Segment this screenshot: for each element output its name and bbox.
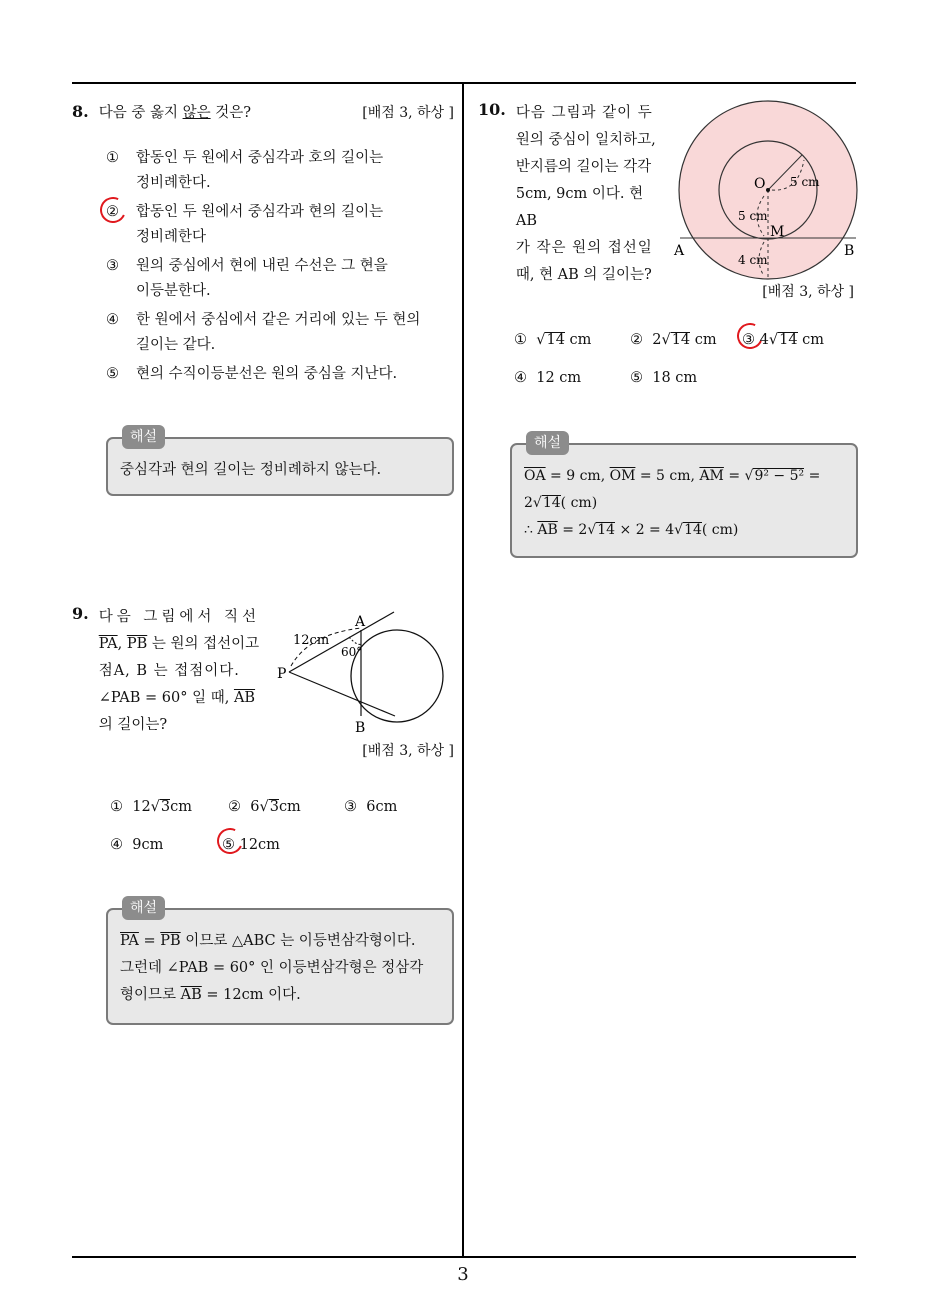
question-number: 8. [72,102,89,121]
choice-5[interactable]: ⑤ 12cm [222,832,280,858]
choice-1[interactable]: ① √14 cm [514,332,592,348]
center-point [766,188,770,192]
question-text: 다음 그림과 같이 두 원의 중심이 일치하고, 반지름의 길이는 각각 5cm, 9cm 이다. 현 AB 가 작은 원의 접선일 때, 현 AB 의 길이는? [515,105,656,283]
om-label: 5 cm [738,209,768,223]
figure-circle [351,630,443,722]
option-1[interactable]: ① 합동인 두 원에서 중심각과 호의 길이는 정비례한다. [106,150,384,191]
choice-3[interactable]: ③ 6cm [344,799,398,815]
point-o-label: O [754,176,766,192]
option-5[interactable]: ⑤ 현의 수직이등분선은 원의 중심을 지난다. [106,366,398,382]
tangent-figure [276,604,449,744]
length-label: 12cm [292,633,329,648]
choice-2[interactable]: ② 6√3cm [228,799,301,815]
choice-row-1 [110,794,454,820]
tangent-pb [289,672,395,716]
explanation-box: 해설 $\overline{PA} = \overline{PB}$ 이므로 △ABC 는 이등변삼각형이다. 그런데 ∠PAB = 60° 인 이등변삼각형은 정삼각 형이므로 $\overline{AB} = 12cm$ 이다. [106,908,454,1025]
top-rule [72,82,856,84]
question-9 [72,604,454,1025]
center-divider [462,82,464,1258]
option-4[interactable]: ④ 한 원에서 중심에서 같은 거리에 있는 두 현의 길이는 같다. [106,312,421,353]
question-number: 10. [478,100,506,119]
angle-label: 60° [340,645,362,659]
question-text: 다음 중 옳지 않은 것은? [98,105,251,121]
point-a-label: A [674,243,685,259]
score-label: [배점 3, 하상 ] [362,743,454,759]
choice-5[interactable]: ⑤ 18 cm [630,370,698,386]
question-10 [478,100,858,558]
choice-row-2 [110,832,454,858]
point-b-label: B [844,243,855,259]
point-m-label: M [770,224,785,240]
question-number: 9. [72,604,89,623]
option-list [72,146,454,387]
bottom-rule [72,1256,856,1258]
explanation-text: 중심각과 현의 길이는 정비례하지 않는다. [120,462,382,478]
explanation-box: 해설 $\overline{OA} = 9$ cm, $\overline{OM} = 5$ cm, $\overline{AM} = √9^2 - 5^2$ = 2√14( cm) ∴ $\overline{AB} = 2√14 \times 2 = 4√14$( cm) [510,443,858,558]
page-number: 3 [457,1264,469,1285]
point-a-label: A [354,614,365,630]
explanation-tag: 해설 [526,431,569,455]
explanation-box [106,429,454,496]
radius-label: 5 cm [790,175,820,189]
question-text: 다음 그림에서 직선 $\overline{PA}$, $\overline{PB}$ 는 원의 접선이고 점A, B 는 접점이다. ∠PAB = 60° 일 때, $\overline{AB}$ 의 길이는? [98,609,260,733]
point-b-label: B [354,720,365,736]
concentric-circles-figure [672,88,858,284]
choice-row-1 [514,327,858,353]
choice-row-2 [514,365,858,391]
option-2[interactable]: ② 합동인 두 원에서 중심각과 현의 길이는 정비례한다 [106,200,454,250]
option-3[interactable]: ③ 원의 중심에서 현에 내린 수선은 그 현을 이등분한다. [106,258,388,299]
question-8 [72,100,454,496]
choice-4[interactable]: ④ 9cm [110,837,164,853]
choice-4[interactable]: ④ 12 cm [514,370,582,386]
choice-2[interactable]: ② 2√14 cm [630,332,717,348]
point-p-label: P [276,666,287,682]
gap-label: 4 cm [738,253,768,267]
explanation-tag: 해설 [122,896,165,920]
angle-arc [349,637,361,644]
score-label: [배점 3, 하상 ] [762,284,854,300]
score-label: [배점 3, 하상 ] [362,105,454,121]
choice-3[interactable]: ③ 4√14 cm [742,327,824,353]
explanation-tag: 해설 [122,425,165,449]
choice-1[interactable]: ① 12√3cm [110,799,193,815]
question-8-header [72,100,454,126]
